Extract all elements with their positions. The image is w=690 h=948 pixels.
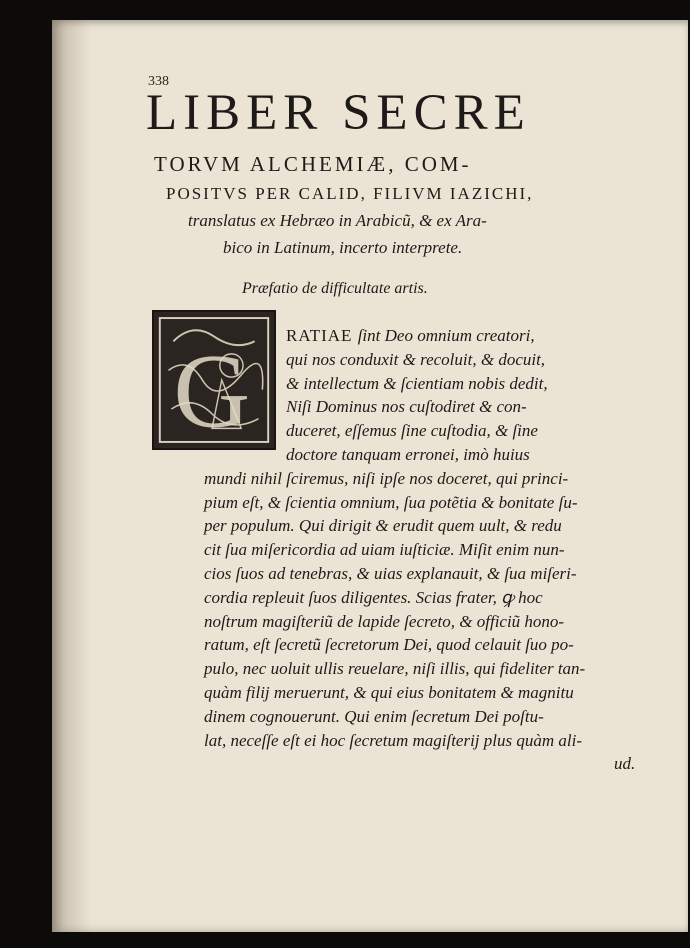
body-line-text: lat, neceſſe eſt ei hoc ſecretum magiſterij plus quàm ali-: [204, 730, 583, 750]
drop-cap-letter: G: [173, 332, 251, 448]
body-line-text: ſint Deo omnium creatori,: [357, 326, 535, 345]
body-text-line: [204, 635, 574, 655]
page-number: 338: [148, 74, 169, 89]
body-line-text: mundi nihil ſciremus, niſi ipſe nos doceret, qui princi-: [204, 468, 569, 488]
body-text-line: [204, 493, 578, 513]
body-text-line: [286, 326, 535, 346]
body-line-text: ratum, eſt ſecretũ ſecretorum Dei, quod celauit ſuo po-: [204, 635, 574, 655]
body-line-text: duceret, eſſemus ſine cuſtodia, & ſine: [286, 421, 538, 441]
body-line-text: ud.: [614, 754, 636, 774]
page-title: LIBER SECRE: [146, 85, 531, 141]
body-text-line: [204, 516, 562, 536]
body-text-line: [286, 397, 527, 417]
body-text-line: [286, 421, 538, 441]
woodcut-initial-image: [154, 312, 274, 448]
body-text-line: [204, 564, 577, 584]
body-line-text: cordia repleuit ſuos diligentes. Scias frater, ꝙ hoc: [204, 587, 543, 607]
decorated-initial: [152, 310, 276, 450]
body-text-line: [204, 659, 585, 679]
body-text-line: [204, 731, 582, 751]
body-line-text: qui nos conduxit & recoluit, & docuit,: [286, 349, 546, 369]
body-text-line: [204, 540, 565, 560]
body-text-line: [204, 588, 543, 608]
body-first-word: RATIAE: [286, 326, 358, 345]
body-text-line: [204, 683, 574, 703]
body-line-text: per populum. Qui dirigit & erudit quem uult, & redu: [204, 516, 562, 536]
body-line-text: quàm filij meruerunt, & qui eius bonitatem & magnitu: [204, 683, 574, 702]
body-text-line: [204, 469, 568, 489]
subtitle-line-2: POSITVS PER CALID, FILIVM IAZICHI,: [166, 184, 534, 203]
body-text-line: [204, 612, 564, 632]
preface-heading: Præfatio de difficultate artis.: [242, 280, 428, 297]
body-text-line: [204, 707, 544, 727]
body-line-text: Niſi Dominus nos cuſtodiret & con-: [286, 397, 527, 417]
body-line-text: cios ſuos ad tenebras, & uias explanauit, & ſua miſeri-: [204, 564, 577, 583]
body-line-text: pium eſt, & ſcientia omnium, ſua potẽtia & bonitate ſu-: [204, 492, 578, 512]
body-line-text: noſtrum magiſteriũ de lapide ſecreto, & officiũ hono-: [204, 611, 565, 631]
body-text-line: [286, 350, 545, 370]
body-text-line: [286, 374, 548, 394]
body-text-line: [286, 445, 530, 465]
subtitle-line-1: TORVM ALCHEMIÆ, COM-: [154, 152, 472, 176]
body-line-text: dinem cognouerunt. Qui enim ſecretum Dei poſtu-: [204, 706, 544, 726]
body-line-text: cit ſua miſericordia ad uiam iuſticiæ. Miſit enim nun-: [204, 540, 565, 560]
gutter-shadow: [52, 20, 92, 932]
subtitle-line-3: translatus ex Hebræo in Arabicũ, & ex Ara-: [188, 211, 487, 230]
body-line-text: pulo, nec uoluit ullis reuelare, niſi illis, qui fideliter tan-: [204, 659, 586, 679]
subtitle-line-4: bico in Latinum, incerto interprete.: [223, 238, 463, 257]
body-text-line: [614, 754, 635, 774]
body-line-text: doctore tanquam erronei, imò huius: [286, 445, 530, 464]
body-line-text: & intellectum & ſcientiam nobis dedit,: [286, 373, 548, 393]
